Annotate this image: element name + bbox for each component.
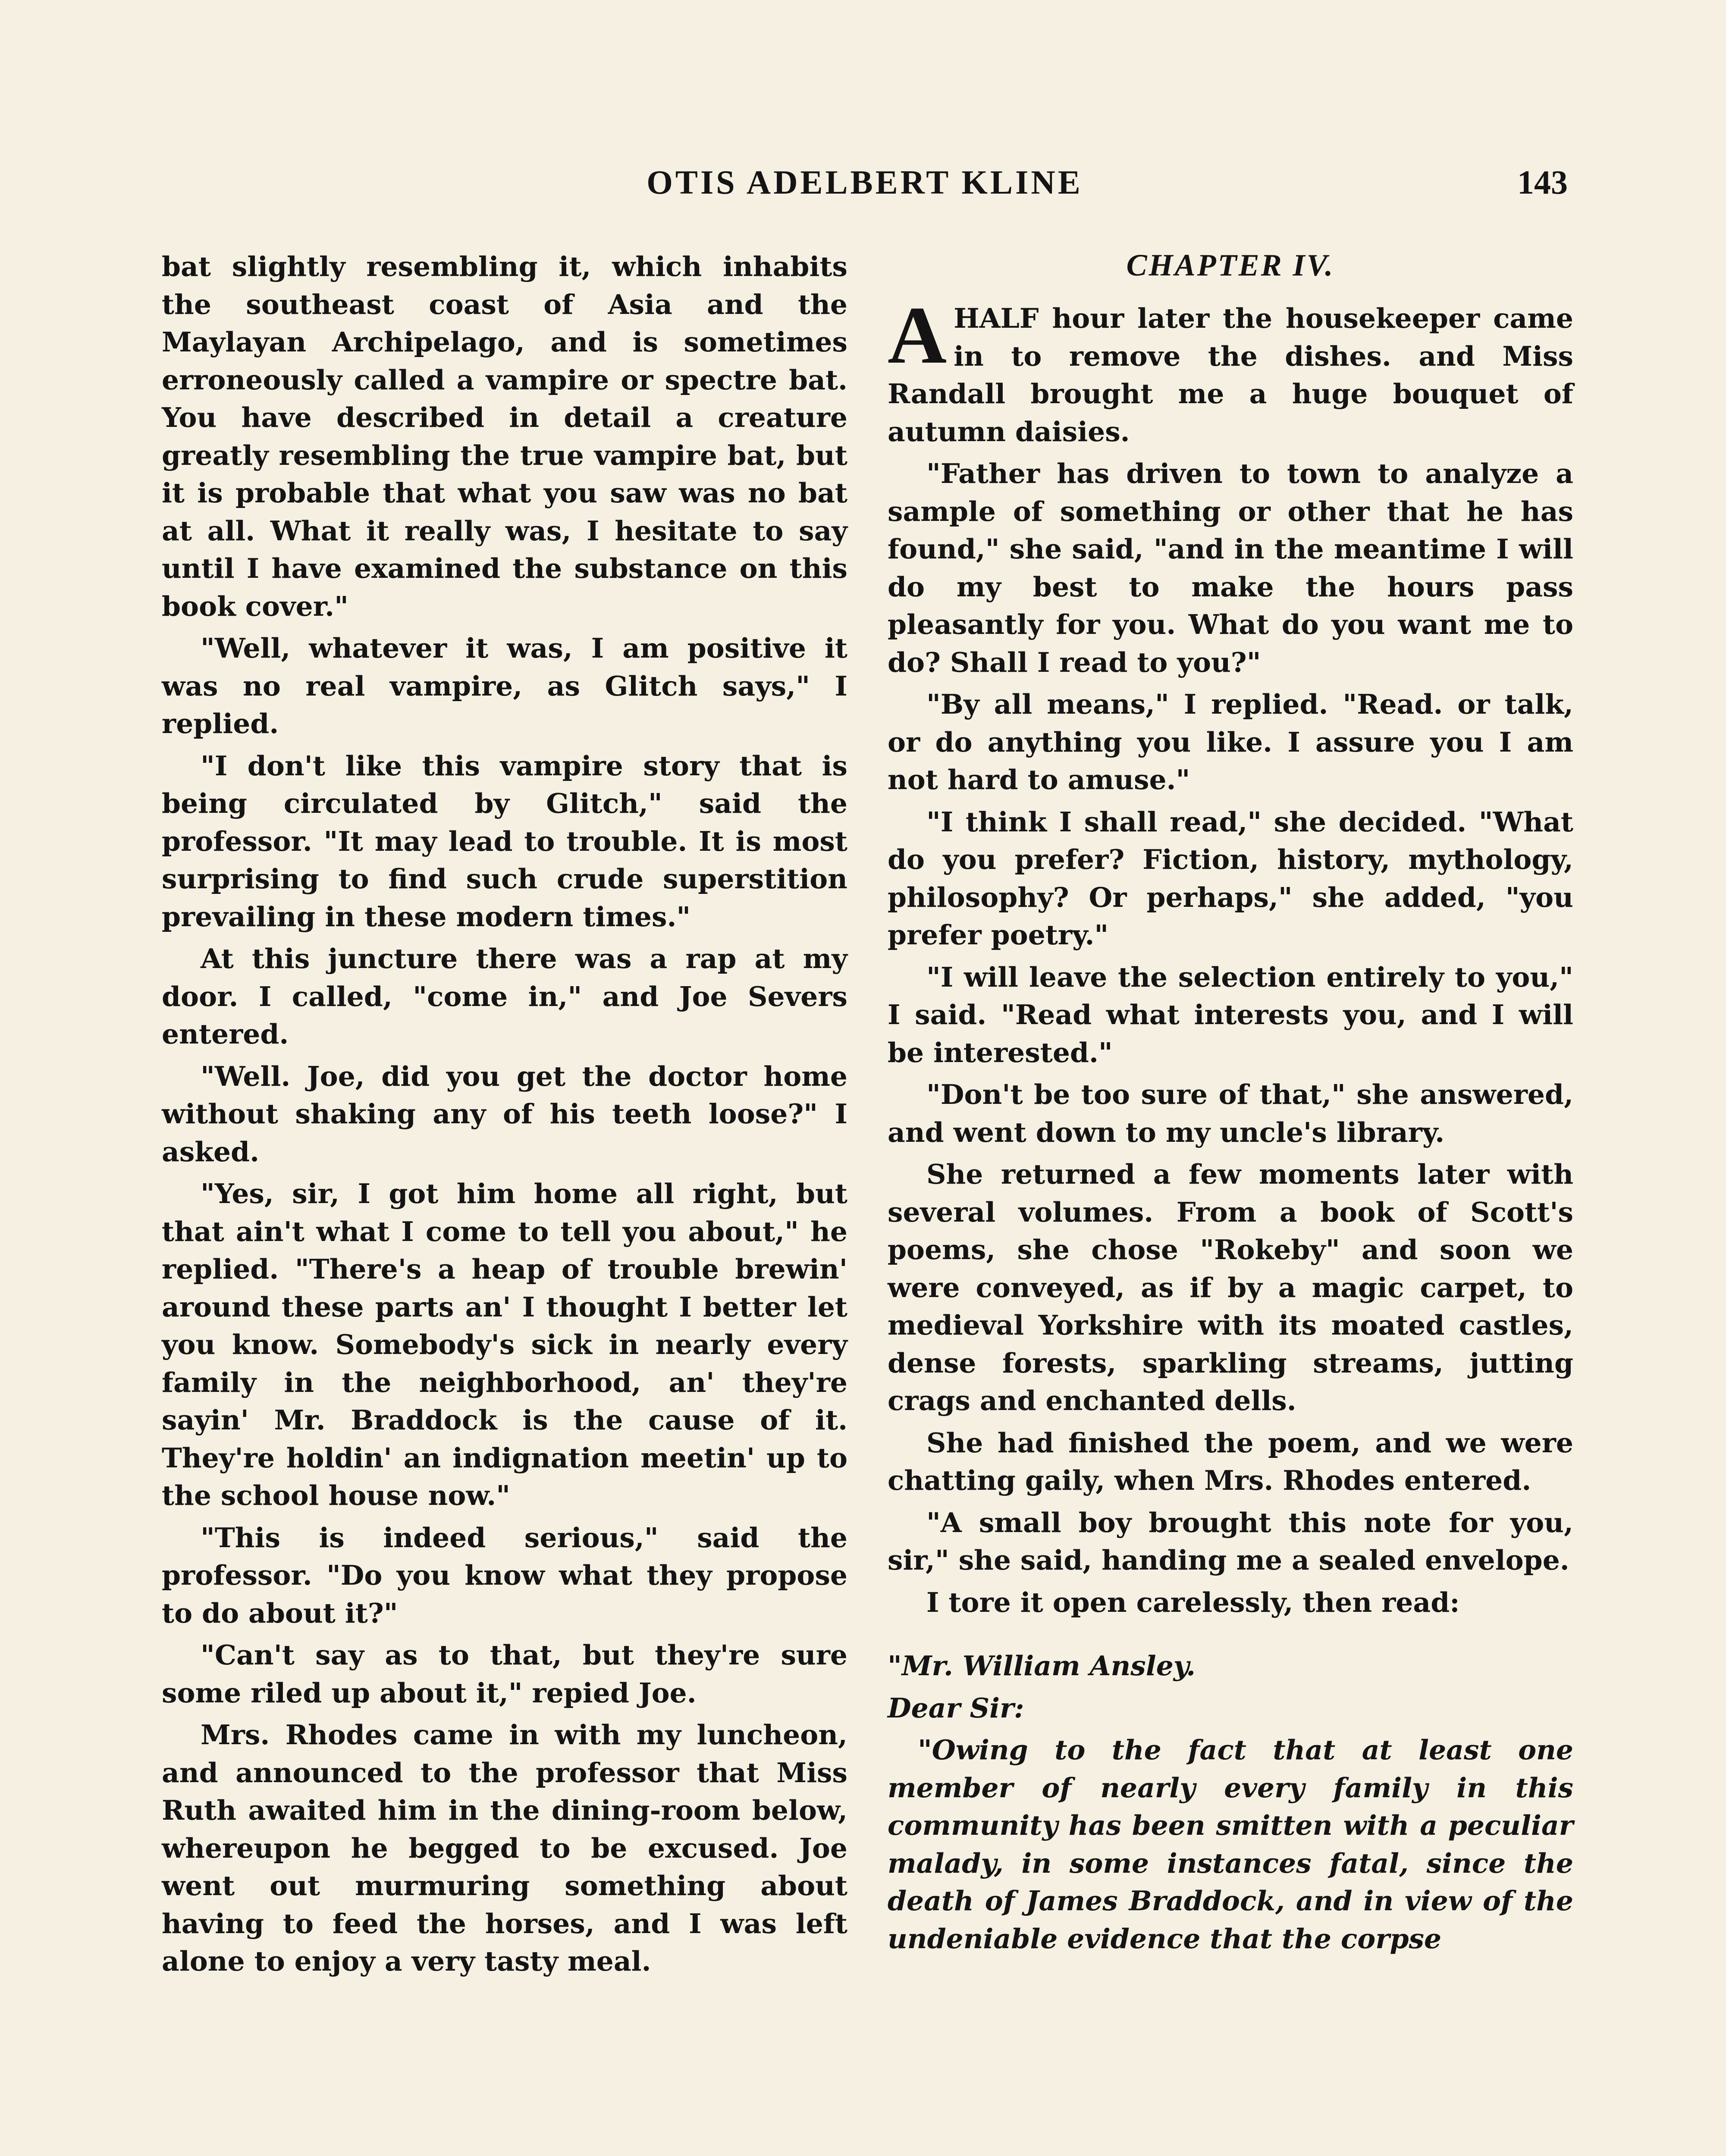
paragraph: At this juncture there was a rap at my door. I called, "come in," and Joe Severs entered. (162, 943, 847, 1050)
opening-text: HALF hour later the housekeeper came in to remove the dishes. and Miss Randall brought me a huge bouquet of autumn daisies. (888, 302, 1573, 448)
letter-body: "Owing to the fact that at least one member of nearly every family in this community has been smitten with a peculiar malady, in some instances fatal, since the death of James Braddock, and in view of the undeniable evidence that the corpse (888, 1734, 1573, 1955)
chapter-heading: CHAPTER IV. (1126, 248, 1335, 282)
paragraph: "I think I shall read," she decided. "What do you prefer? Fiction, history, mythology, philosophy? Or perhaps," she added, "you prefer poetry." (888, 805, 1573, 951)
paragraph: bat slightly resembling it, which inhabits the southeast coast of Asia and the Maylayan Archipelago, and is sometimes erroneously called a vampire or spectre bat. You have described in detail a creature greatly resembling the true vampire bat, but it is probable that what you saw was no bat at all. What it really was, I hesitate to say until I have examined the substance on this book cover." (162, 251, 847, 622)
paragraph: She had finished the poem, and we were chatting gaily, when Mrs. Rhodes entered. (888, 1426, 1573, 1496)
paragraph: "A small boy brought this note for you, sir," she said, handing me a sealed envelope. (888, 1506, 1573, 1576)
paragraph: "Father has driven to town to analyze a sample of something or other that he has found," she said, "and in the meantime I will do my best to make the hours pass pleasantly for you. What do you want me to do? Shall I read to you?" (888, 458, 1573, 678)
chapter-opening-paragraph (888, 290, 1573, 451)
paragraph: "Yes, sir, I got him home all right, but that ain't what I come to tell you about," he replied. "There's a heap of trouble brewin' around these parts an' I thought I better let you know. Somebody's sick in nearly every family in the neighborhood, an' they're sayin' Mr. Braddock is the cause of it. They're holdin' an indignation meetin' up to the school house now." (162, 1178, 847, 1511)
paragraph: "Don't be too sure of that," she answered, and went down to my uncle's library. (888, 1078, 1573, 1148)
paragraph: Mrs. Rhodes came in with my luncheon, and announced to the professor that Miss Ruth awaited him in the dining-room below, whereupon he begged to be excused. Joe went out murmuring something about having to feed the horses, and I was left alone to enjoy a very tasty meal. (162, 1719, 847, 1977)
paragraph: She returned a few moments later with several volumes. From a book of Scott's poems, she chose "Rokeby" and soon we were conveyed, as if by a magic carpet, to medieval Yorkshire with its moated castles, dense forests, sparkling streams, jutting crags and enchanted dells. (888, 1158, 1573, 1416)
paragraph: "I will leave the selection entirely to you," I said. "Read what interests you, and I will be interested." (888, 961, 1573, 1069)
page-number: 143 (1517, 163, 1568, 201)
paragraph: "This is indeed serious," said the professor. "Do you know what they propose to do about it?" (162, 1521, 847, 1629)
paragraph: "I don't like this vampire story that is being circulated by Glitch," said the professor. "It may lead to trouble. It is most surprising to find such crude superstition prevailing in these modern times." (162, 749, 847, 933)
paragraph: "By all means," I replied. "Read. or talk, or do anything you like. I assure you I am not hard to amuse." (888, 688, 1573, 796)
running-title: OTIS ADELBERT KLINE (646, 163, 1083, 201)
left-column (162, 248, 847, 1985)
letter-salutation: Dear Sir: (888, 1692, 1024, 1724)
drop-cap: A (888, 290, 947, 381)
paragraph: "Well, whatever it was, I am positive it was no real vampire, as Glitch says," I replied. (162, 632, 847, 740)
right-column (888, 248, 1573, 1962)
paragraph: I tore it open carelessly, then read: (926, 1586, 1460, 1618)
paragraph: "Can't say as to that, but they're sure some riled up about it," repied Joe. (162, 1639, 847, 1709)
paragraph: "Well. Joe, did you get the doctor home without shaking any of his teeth loose?" I asked. (162, 1060, 847, 1168)
letter-excerpt (888, 1647, 1573, 1958)
page-header (162, 163, 1568, 215)
letter-addressee: "Mr. William Ansley. (888, 1650, 1196, 1682)
